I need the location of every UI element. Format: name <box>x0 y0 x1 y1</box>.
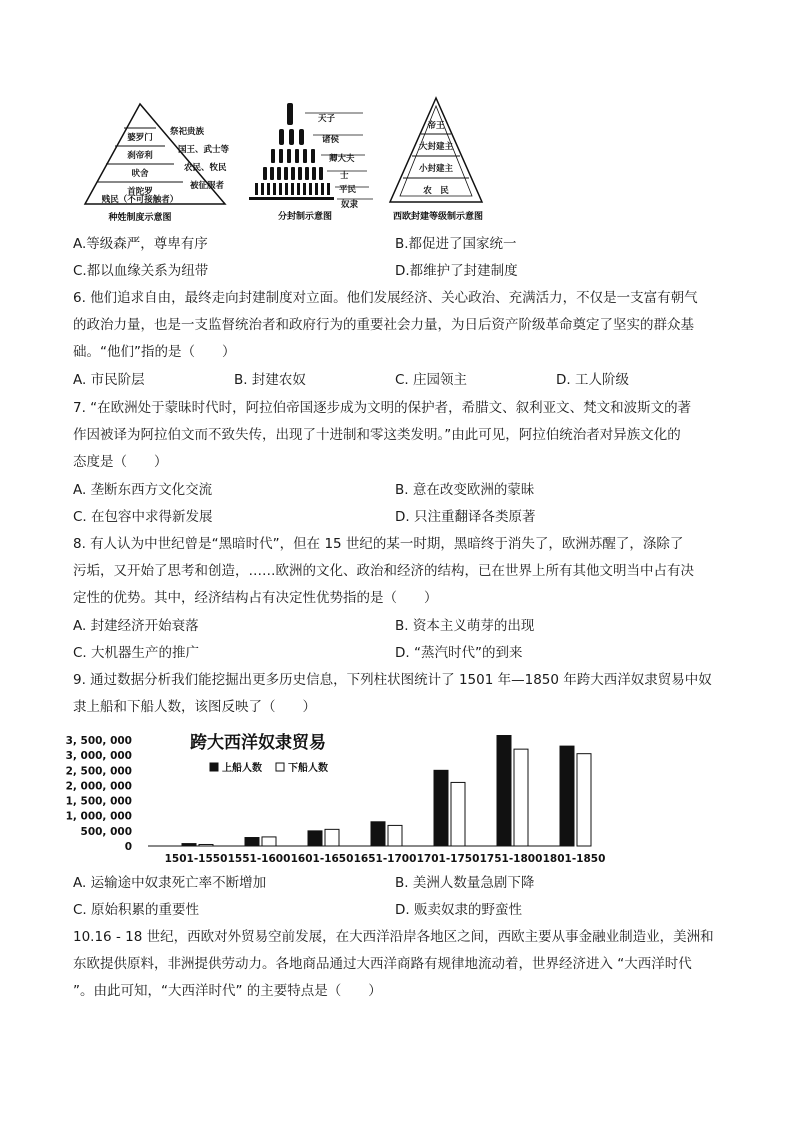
fengjian-level-2: 诸侯 <box>322 135 340 145</box>
caste-level-3: 吠舍 <box>131 169 149 179</box>
q10-stem-line-2: 东欧提供原料，非洲提供劳动力。各地商品通过大西洋商路有规律地流动着，世界经济进入 “大西洋时代 <box>73 956 692 972</box>
legend-label: 上船人数 <box>222 763 262 774</box>
caste-side-3: 农民、牧民 <box>184 163 227 173</box>
caste-level-1: 婆罗门 <box>127 133 153 143</box>
y-tick-label: 500, 000 <box>80 825 132 838</box>
western-level-1: 帝王 <box>427 121 445 131</box>
fengjian-level-6: 奴隶 <box>341 200 359 210</box>
q8-option-b: B. 资本主义萌芽的出现 <box>395 618 535 634</box>
bar-boarded <box>560 746 574 846</box>
y-tick-label: 1, 000, 000 <box>65 810 132 823</box>
caste-caption: 种姓制度示意图 <box>108 213 172 223</box>
q10-stem-line-1: 10.16 - 18 世纪，西欧对外贸易空前发展，在大西洋沿岸各地区之间，西欧主要从事金融业制造业，美洲和 <box>73 929 714 945</box>
x-tick-label: 1751-1800 <box>479 853 543 865</box>
bar-boarded <box>371 822 385 846</box>
bar-boarded <box>182 844 196 846</box>
x-tick-label: 1601-1650 <box>290 853 354 865</box>
q9-stem-line-1: 9. 通过数据分析我们能挖掘出更多历史信息，下列柱状图统计了 1501 年—1850 年跨大西洋奴隶贸易中奴 <box>73 672 712 688</box>
fengjian-diagram <box>243 95 393 225</box>
y-tick-label: 2, 000, 000 <box>65 780 132 793</box>
x-tick-label: 1701-1750 <box>416 853 480 865</box>
western-level-2: 大封建主 <box>418 142 454 152</box>
q9-stem-line-2: 隶上船和下船人数，该图反映了（ ） <box>73 699 316 715</box>
legend-swatch <box>276 763 284 771</box>
western-level-4: 农 民 <box>423 186 449 196</box>
q5-option-d: D.都维护了封建制度 <box>395 263 518 279</box>
q7-stem-line-2: 作因被译为阿拉伯文而不致失传，出现了十进制和零这类发明。”由此可见，阿拉伯统治者对异族文化的 <box>73 427 681 443</box>
western-caption: 西欧封建等级制示意图 <box>392 212 484 222</box>
bar-boarded <box>245 838 259 846</box>
q6-option-d: D. 工人阶级 <box>556 372 629 388</box>
q5-option-c: C.都以血缘关系为纽带 <box>73 263 209 279</box>
x-tick-label: 1651-1700 <box>353 853 417 865</box>
caste-level-2: 刹帝利 <box>127 151 153 161</box>
fengjian-level-5: 平民 <box>339 185 357 195</box>
x-tick-label: 1801-1850 <box>542 853 606 865</box>
x-tick-label: 1501-1550 <box>164 853 228 865</box>
bar-landed <box>577 754 591 846</box>
western-feudal-diagram <box>378 92 513 227</box>
q6-stem-line-2: 的政治力量，也是一支监督统治者和政府行为的重要社会力量，为日后资产阶级革命奠定了坚实的群众基 <box>73 317 694 333</box>
q8-stem-line-3: 定性的优势。其中，经济结构占有决定性优势指的是（ ） <box>73 590 438 606</box>
q6-option-b: B. 封建农奴 <box>234 372 306 388</box>
y-tick-label: 2, 500, 000 <box>65 765 132 778</box>
q9-option-d: D. 贩卖奴隶的野蛮性 <box>395 902 522 918</box>
q7-option-c: C. 在包容中求得新发展 <box>73 509 213 525</box>
caste-level-4: 首陀罗 <box>127 187 153 197</box>
bar-landed <box>325 829 339 846</box>
y-tick-label: 3, 000, 000 <box>65 750 132 763</box>
q9-option-c: C. 原始积累的重要性 <box>73 902 200 918</box>
q5-option-a: A.等级森严，尊卑有序 <box>73 236 208 252</box>
q6-option-a: A. 市民阶层 <box>73 372 145 388</box>
q8-stem-line-2: 污垢，又开始了思考和创造，……欧洲的文化、政治和经济的结构，已在世界上所有其他文明当中占有决 <box>73 563 694 579</box>
fengjian-level-1: 天子 <box>318 114 336 124</box>
q8-option-a: A. 封建经济开始衰落 <box>73 618 199 634</box>
caste-diagram <box>80 98 255 226</box>
fengjian-level-3: 卿大夫 <box>329 154 355 164</box>
slave-trade-bar-chart <box>65 722 606 870</box>
western-level-3: 小封建主 <box>418 164 454 174</box>
chart-title: 跨大西洋奴隶贸易 <box>190 733 326 753</box>
q7-stem-line-3: 态度是（ ） <box>73 454 168 470</box>
fengjian-caption: 分封制示意图 <box>277 212 333 222</box>
legend-label: 下船人数 <box>288 763 328 774</box>
y-tick-label: 0 <box>124 841 132 853</box>
x-tick-label: 1551-1600 <box>227 853 291 865</box>
q8-stem-line-1: 8. 有人认为中世纪曾是“黑暗时代”，但在 15 世纪的某一时期，黑暗终于消失了，欧洲苏醒了，涤除了 <box>73 536 684 552</box>
q8-option-d: D. “蒸汽时代”的到来 <box>395 645 523 661</box>
caste-side-1: 祭祀贵族 <box>170 127 205 137</box>
bar-landed <box>451 782 465 846</box>
q8-option-c: C. 大机器生产的推广 <box>73 645 200 661</box>
bar-boarded <box>308 831 322 846</box>
caste-side-4: 被征服者 <box>190 181 225 191</box>
bar-landed <box>199 844 213 846</box>
caste-level-5: 贱民（不可接触者） <box>101 195 179 205</box>
q9-option-b: B. 美洲人数量急剧下降 <box>395 875 535 891</box>
bar-boarded <box>434 770 448 846</box>
q7-option-d: D. 只注重翻译各类原著 <box>395 509 536 525</box>
bar-landed <box>514 749 528 846</box>
q6-stem-line-1: 6. 他们追求自由，最终走向封建制度对立面。他们发展经济、关心政治、充满活力，不仅是一支富有朝气 <box>73 290 698 306</box>
bar-landed <box>262 837 276 846</box>
q7-stem-line-1: 7. “在欧洲处于蒙昧时代时，阿拉伯帝国逐步成为文明的保护者，希腊文、叙利亚文、梵文和波斯文的著 <box>73 400 692 416</box>
q7-option-b: B. 意在改变欧洲的蒙昧 <box>395 482 535 498</box>
q10-stem-line-3: ”。由此可知，“大西洋时代” 的主要特点是（ ） <box>73 983 382 999</box>
q9-option-a: A. 运输途中奴隶死亡率不断增加 <box>73 875 267 891</box>
q5-option-b: B.都促进了国家统一 <box>395 236 517 252</box>
q7-option-a: A. 垄断东西方文化交流 <box>73 482 213 498</box>
y-tick-label: 1, 500, 000 <box>65 795 132 808</box>
bar-landed <box>388 825 402 846</box>
fengjian-level-4: 士 <box>340 171 349 181</box>
caste-side-2: 国王、武士等 <box>178 145 230 155</box>
q6-option-c: C. 庄园领主 <box>395 372 468 388</box>
legend-swatch <box>210 763 218 771</box>
q6-stem-line-3: 础。“他们”指的是（ ） <box>73 344 236 360</box>
y-tick-label: 3, 500, 000 <box>65 735 132 748</box>
bar-boarded <box>497 736 511 846</box>
